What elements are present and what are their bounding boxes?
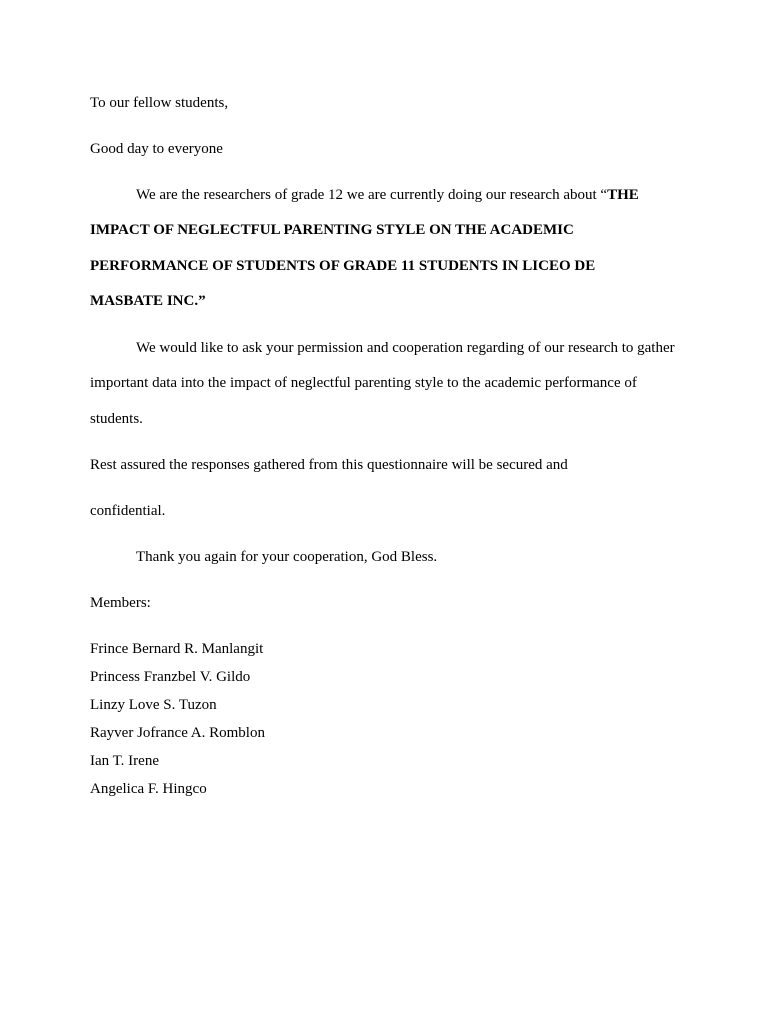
- assurance-line-1: Rest assured the responses gathered from this questionnaire will be secured and: [90, 457, 568, 473]
- salutation: To our fellow students,: [90, 95, 229, 111]
- research-title-start: THE: [607, 187, 639, 203]
- assurance-line-2: confidential.: [90, 503, 166, 519]
- member-name: Princess Franzbel V. Gildo: [90, 669, 251, 685]
- greeting: Good day to everyone: [90, 141, 223, 157]
- member-name: Rayver Jofrance A. Romblon: [90, 725, 265, 741]
- members-label: Members:: [90, 595, 151, 611]
- thank-you-line: Thank you again for your cooperation, God Bless.: [136, 549, 438, 565]
- member-name: Ian T. Irene: [90, 753, 159, 769]
- research-title-line-4: MASBATE INC.”: [90, 293, 206, 309]
- intro-paragraph-line-1: [136, 186, 639, 204]
- request-paragraph-line-2: important data into the impact of neglectful parenting style to the academic performance of: [90, 375, 637, 391]
- research-title-line-3: PERFORMANCE OF STUDENTS OF GRADE 11 STUDENTS IN LICEO DE: [90, 258, 596, 274]
- member-name: Frince Bernard R. Manlangit: [90, 641, 264, 657]
- member-name: Angelica F. Hingco: [90, 781, 207, 797]
- request-paragraph-line-3: students.: [90, 411, 143, 427]
- request-paragraph-line-1: We would like to ask your permission and cooperation regarding of our research to gather: [136, 340, 675, 356]
- member-name: Linzy Love S. Tuzon: [90, 697, 217, 713]
- research-title-line-2: IMPACT OF NEGLECTFUL PARENTING STYLE ON THE ACADEMIC: [90, 222, 574, 238]
- intro-lead-text: We are the researchers of grade 12 we are currently doing our research about “: [136, 187, 608, 203]
